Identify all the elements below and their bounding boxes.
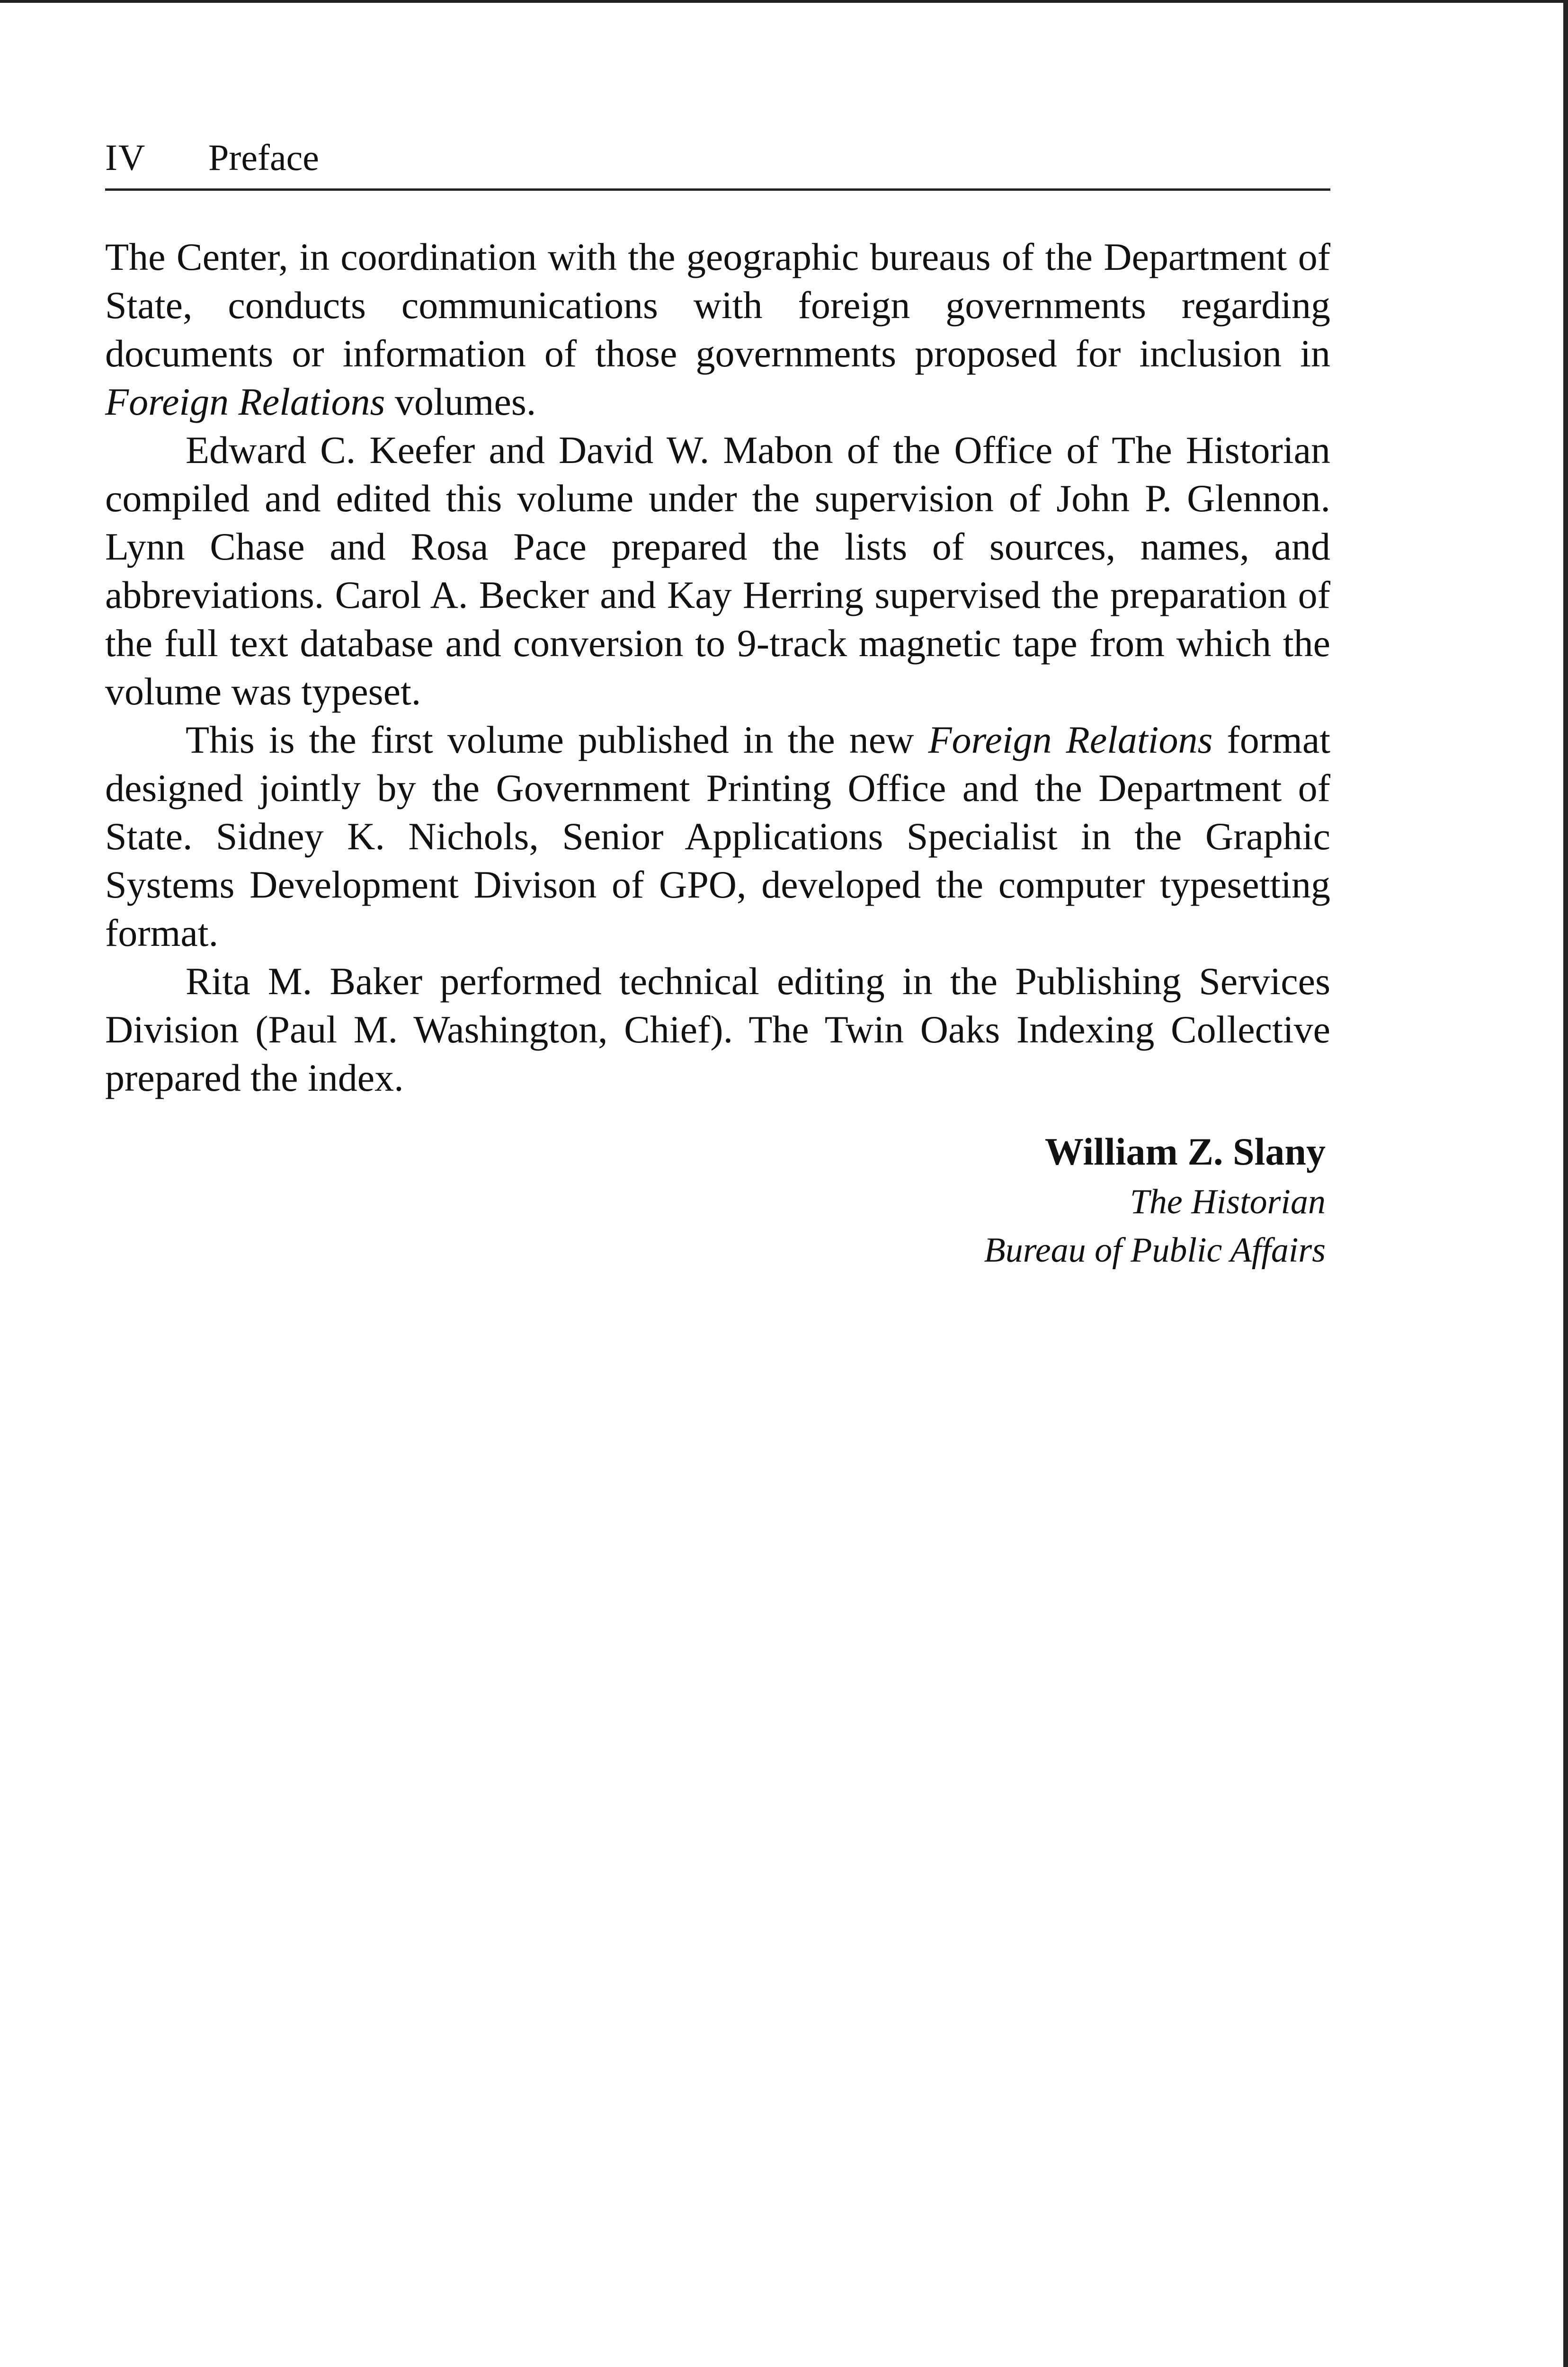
running-head: Preface xyxy=(208,137,319,178)
body-text xyxy=(105,233,1330,1102)
page-border-top xyxy=(0,0,1568,3)
signatory-name: William Z. Slany xyxy=(1044,1130,1326,1173)
paragraph-1 xyxy=(105,233,1330,426)
page-number: IV xyxy=(105,137,146,178)
signature-block xyxy=(852,1126,1326,1274)
paragraph-4 xyxy=(105,957,1330,1102)
paragraph-2-text: Edward C. Keefer and David W. Mabon of the Office of The Historian compiled and edited this volume under the supervision of John P. Glennon. Lynn Chase and Rosa Pace prepared the lists of sources, names, and abbreviations. Carol A. Becker and Kay Herring supervised the preparation of the full text database and conversion to 9-track magnetic tape from which the volume was typeset. xyxy=(105,428,1330,713)
paragraph-3-italic: Foreign Relations xyxy=(928,718,1213,761)
signatory-title: The Historian xyxy=(1130,1183,1326,1221)
signatory-organization: Bureau of Public Affairs xyxy=(984,1231,1326,1270)
paragraph-3-text: This is the first volume published in the new xyxy=(186,718,928,761)
page-border-right xyxy=(1563,0,1568,2367)
header-rule xyxy=(105,188,1330,191)
paragraph-4-text: Rita M. Baker performed technical editing in the Publishing Services Division (Paul M. Washington, Chief). The Twin Oaks Indexing Collective prepared the index. xyxy=(105,960,1330,1099)
paragraph-1-text-end: volumes. xyxy=(385,380,536,423)
paragraph-3 xyxy=(105,716,1330,957)
page-header xyxy=(105,127,1330,193)
paragraph-1-italic: Foreign Relations xyxy=(105,380,385,423)
paragraph-1-text: The Center, in coordination with the geographic bureaus of the Department of State, conducts communications with foreign governments regarding documents or information of those governments proposed for inclusion in xyxy=(105,235,1330,375)
paragraph-2 xyxy=(105,426,1330,716)
paragraph-3-text-end: format designed jointly by the Government Printing Office and the Department of State. Sidney K. Nichols, Senior Applications Specialist in the Graphic Systems Development Divison of GPO, developed the computer typesetting format. xyxy=(105,718,1330,954)
